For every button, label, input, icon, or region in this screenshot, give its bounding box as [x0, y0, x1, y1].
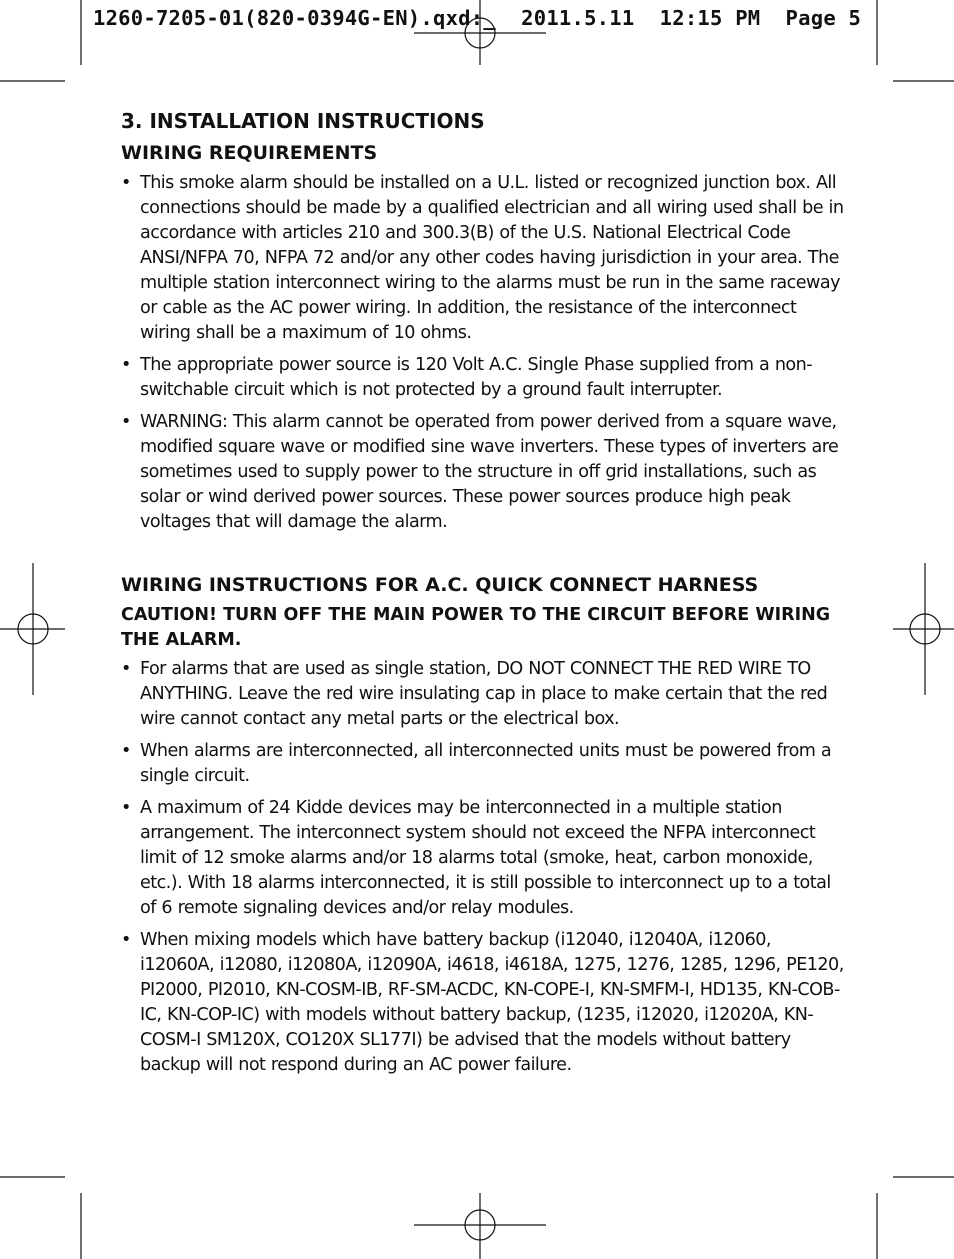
- list-item: [121, 796, 846, 921]
- list-item-text: A maximum of 24 Kidde devices may be interconnected in a multiple station arrangement. The interconnect system should not exceed the NFPA interconnect limit of 12 smoke alarms and/or 18 alarms total (smoke, heat, carbon monoxide, etc.). With 18 alarms interconnected, it is still possible to interconnect up to a total of 6 remote signaling devices and/or relay modules.: [140, 798, 831, 918]
- wiring-requirements-list: [121, 171, 846, 535]
- print-slug-line: 1260-7205-01(820-0394G-EN).qxd:_ 2011.5.11 12:15 PM Page 5: [93, 6, 862, 30]
- registration-mark-bottom: [414, 1193, 546, 1259]
- registration-mark-left: [0, 563, 65, 695]
- caution-notice: CAUTION! TURN OFF THE MAIN POWER TO THE CIRCUIT BEFORE WIRING THE ALARM.: [121, 605, 831, 650]
- list-item-text: For alarms that are used as single station, DO NOT CONNECT THE RED WIRE TO ANYTHING. Leave the red wire insulating cap in place to make certain that the red wire cannot contact any metal parts or the electrical box.: [140, 659, 828, 729]
- bullet-icon: •: [121, 355, 131, 375]
- list-item-text: When mixing models which have battery backup (i12040, i12040A, i12060, i12060A, i12080, i12080A, i12090A, i4618, i4618A, 1275, 1276, 1285, 1296, PE120, PI2000, PI2010, KN-COSM-IB, RF-SM-ACDC, KN-COPE-I, KN-SMFM-I, HD135, KN-COB-IC, KN-COP-IC) with models without battery backup, (1235, i12020, i12020A, KN-COSM-I SM120X, CO120X SL177I) be advised that the models without battery backup will not respond during an AC power failure.: [140, 930, 844, 1075]
- list-item-text: WARNING: This alarm cannot be operated from power derived from a square wave, modified square wave or modified sine wave inverters. These types of inverters are sometimes used to supply power to the structure in off grid installations, such as solar or wind derived power sources. These power sources produce high peak voltages that will damage the alarm.: [140, 412, 839, 532]
- registration-mark-top: [414, 0, 546, 65]
- section-title: 3. INSTALLATION INSTRUCTIONS: [121, 109, 485, 133]
- bullet-icon: •: [121, 741, 131, 761]
- bullet-icon: •: [121, 173, 131, 193]
- list-item: [121, 171, 846, 346]
- list-item: [121, 739, 846, 789]
- bullet-icon: •: [121, 412, 131, 432]
- bullet-icon: •: [121, 798, 131, 818]
- list-item: [121, 353, 846, 403]
- list-item: [121, 410, 846, 535]
- registration-mark-right: [893, 563, 954, 695]
- list-item-text: When alarms are interconnected, all interconnected units must be powered from a single circuit.: [140, 741, 832, 786]
- list-item: [121, 657, 846, 732]
- bullet-icon: •: [121, 659, 131, 679]
- bullet-icon: •: [121, 930, 131, 950]
- list-item-text: This smoke alarm should be installed on a U.L. listed or recognized junction box. All connections should be made by a qualified electrician and all wiring used shall be in accordance with articles 210 and 300.3(B) of the U.S. National Electrical Code ANSI/NFPA 70, NFPA 72 and/or any other codes having jurisdiction in your area. The multiple station interconnect wiring to the alarms must be run in the same raceway or cable as the AC power wiring. In addition, the resistance of the interconnect wiring shall be a maximum of 10 ohms.: [140, 173, 844, 343]
- wiring-requirements-heading: WIRING REQUIREMENTS: [121, 142, 378, 164]
- wiring-instructions-heading: WIRING INSTRUCTIONS FOR A.C. QUICK CONNECT HARNESS: [121, 574, 759, 596]
- wiring-instructions-list: [121, 657, 846, 1078]
- document-body: [121, 107, 846, 1078]
- list-item: [121, 928, 846, 1078]
- list-item-text: The appropriate power source is 120 Volt A.C. Single Phase supplied from a non-switchable circuit which is not protected by a ground fault interrupter.: [140, 355, 813, 400]
